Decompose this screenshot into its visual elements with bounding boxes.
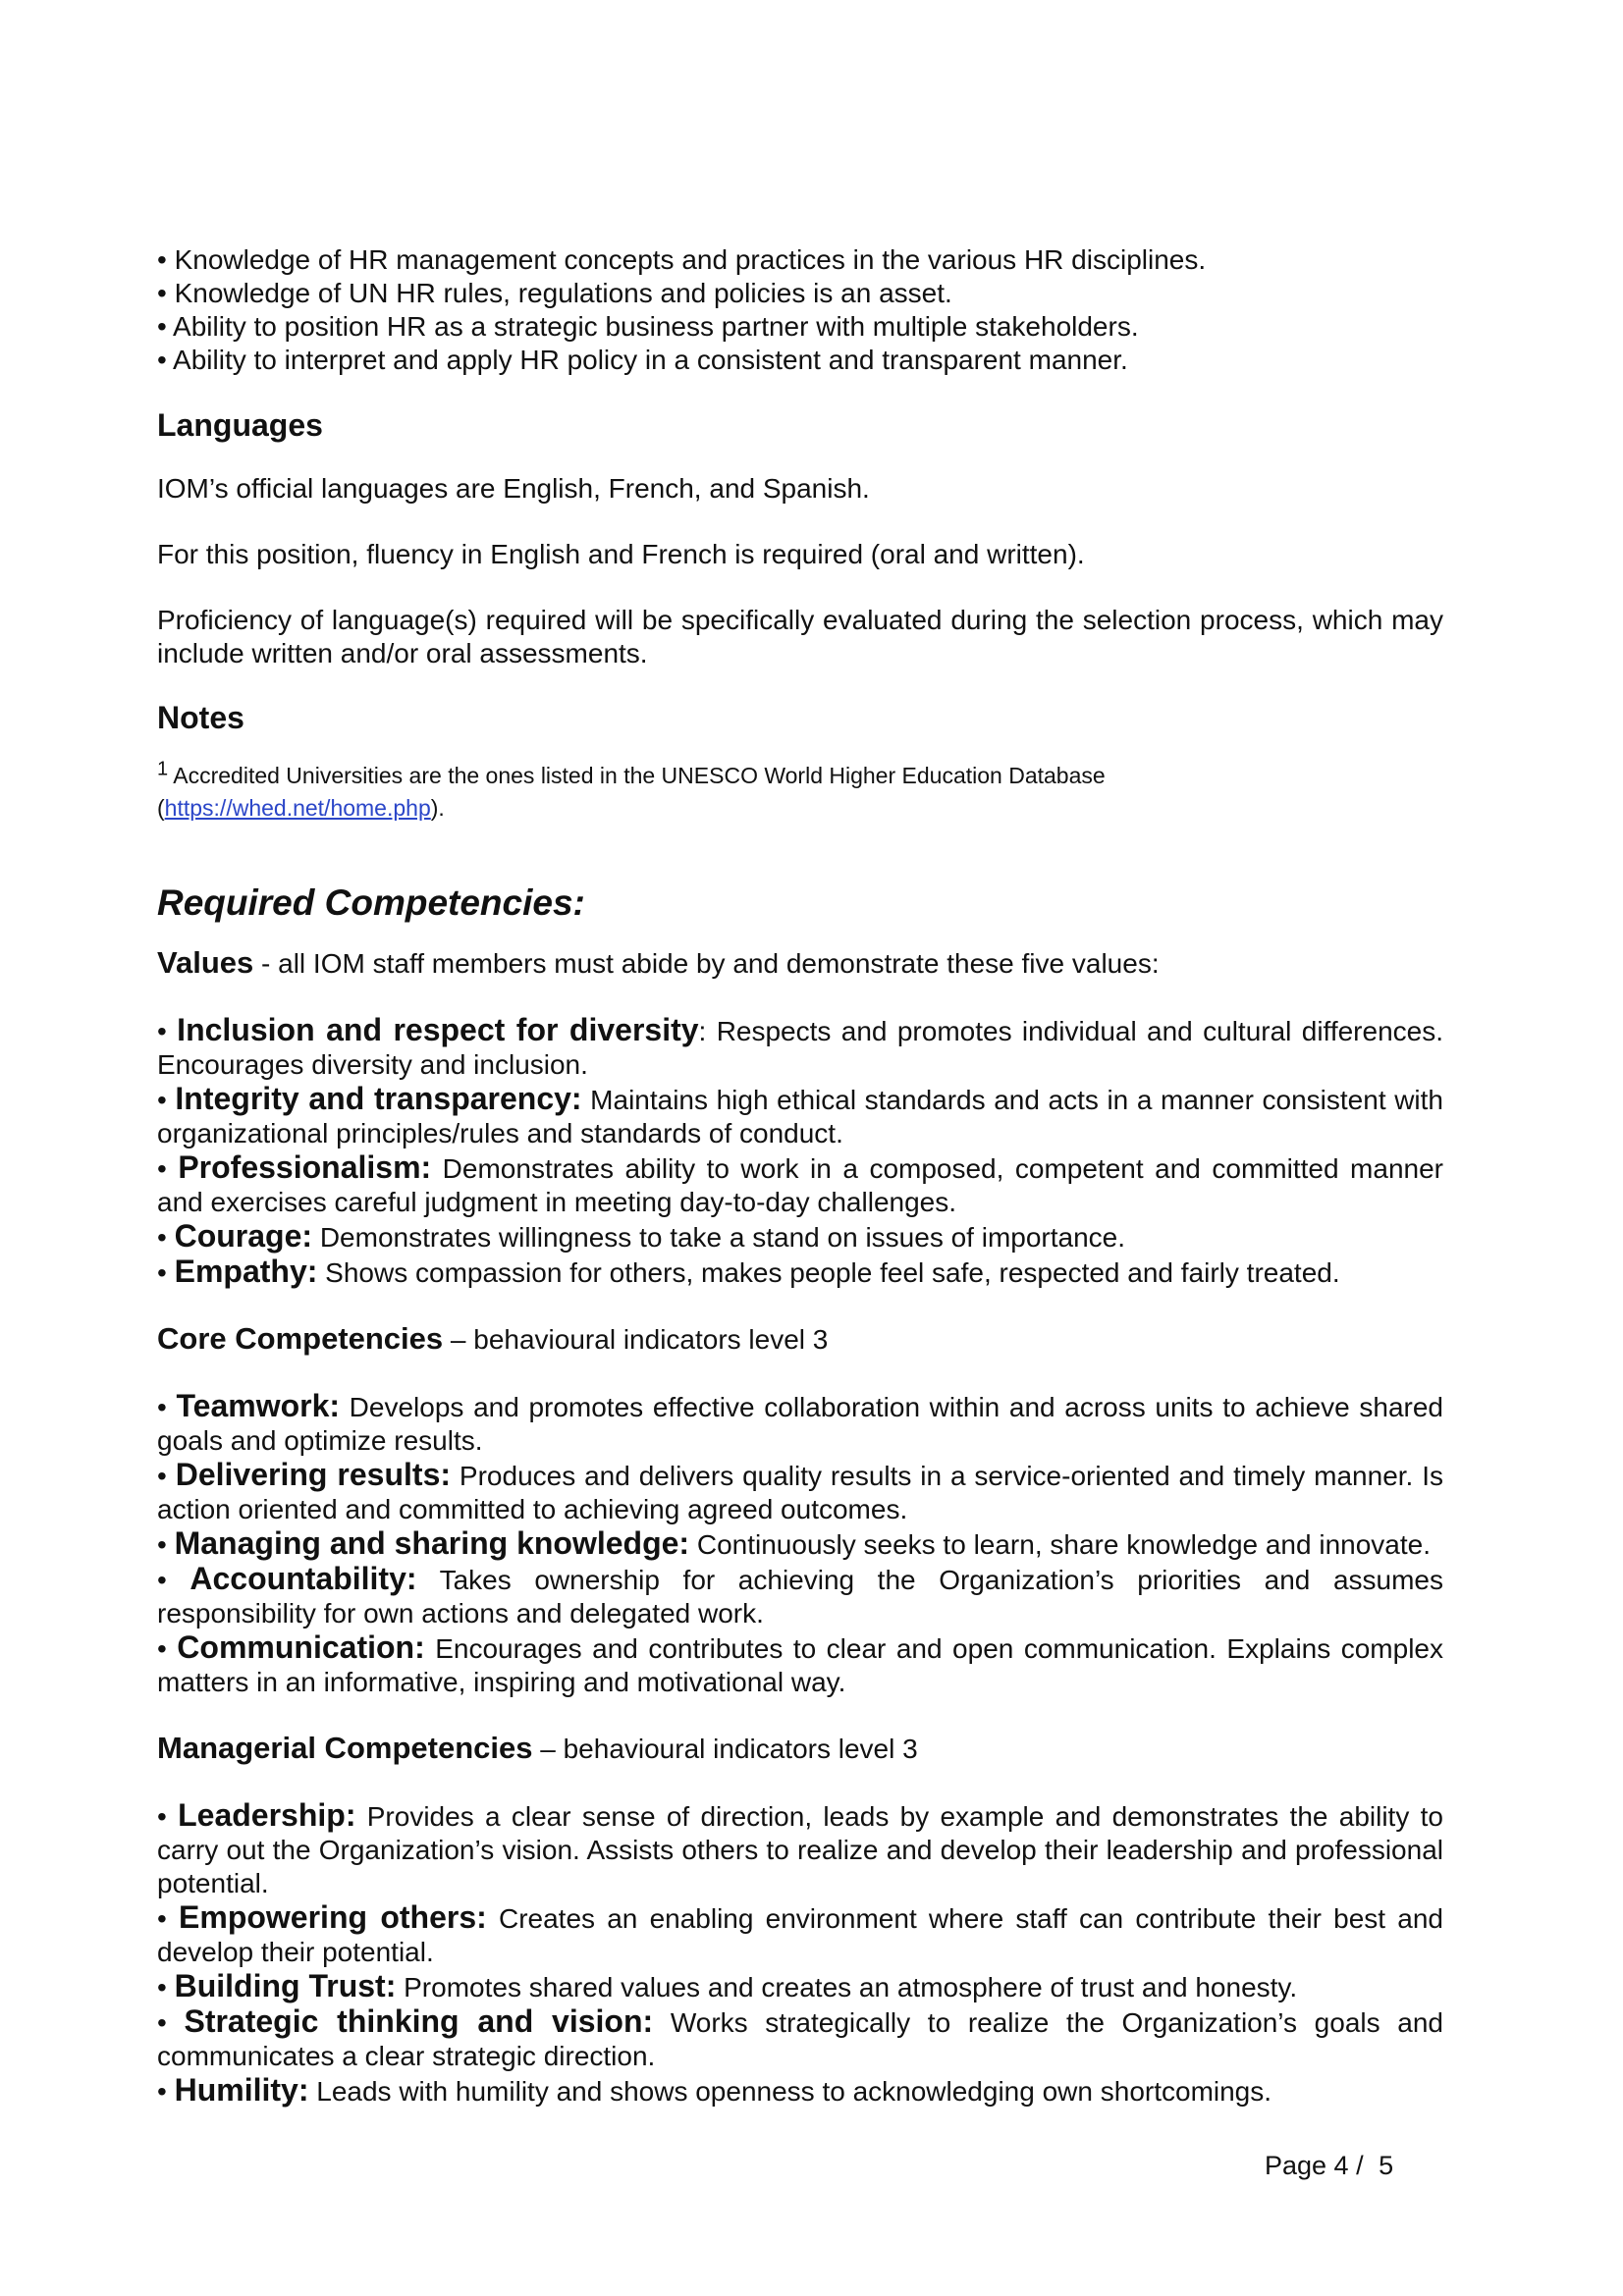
list-item: • Building Trust: Promotes shared values and creates an atmosphere of trust and honesty. bbox=[157, 1968, 1298, 2003]
core-list bbox=[157, 1389, 1443, 1699]
managerial-section-header bbox=[157, 1732, 1443, 1766]
value-description: Demonstrates ability to work in a composed, competent and committed manner and exercises careful judgment in meeting day-to-day challenges. bbox=[157, 1153, 1443, 1217]
managerial-term: Empowering others: bbox=[179, 1899, 487, 1935]
core-subtitle: – behavioural indicators level 3 bbox=[443, 1324, 829, 1355]
open-paren: ( bbox=[157, 795, 165, 821]
footnote-marker: 1 bbox=[157, 758, 169, 780]
footnote-text: Accredited Universities are the ones listed in the UNESCO World Higher Education Database bbox=[173, 763, 1106, 788]
list-item: • Accountability: Takes ownership for achieving the Organization’s priorities and assumes responsibility for own actions and delegated work. bbox=[157, 1561, 1443, 1629]
value-description: Shows compassion for others, makes people feel safe, respected and fairly treated. bbox=[317, 1257, 1340, 1288]
values-title: Values bbox=[157, 945, 254, 980]
list-item: • Inclusion and respect for diversity: Respects and promotes individual and cultural differences. Encourages diversity and inclusion. bbox=[157, 1012, 1443, 1080]
managerial-description: Works strategically to realize the Organization’s goals and communicates a clear strategic direction. bbox=[157, 2007, 1443, 2071]
managerial-term: Strategic thinking and vision: bbox=[184, 2003, 654, 2039]
managerial-description: Provides a clear sense of direction, leads by example and demonstrates the ability to carry out the Organization’s vision. Assists others to realize and develop their leadership and professional potential. bbox=[157, 1801, 1443, 1898]
list-item: • Delivering results: Produces and delivers quality results in a service-oriented and timely manner. Is action oriented and committed to achieving agreed outcomes. bbox=[157, 1457, 1443, 1524]
list-item: • Communication: Encourages and contributes to clear and open communication. Explains complex matters in an informative, inspiring and motivational way. bbox=[157, 1629, 1443, 1697]
languages-fluency-text: For this position, fluency in English and French is required (oral and written). bbox=[157, 539, 1085, 569]
managerial-description: Creates an enabling environment where staff can contribute their best and develop their potential. bbox=[157, 1903, 1443, 1967]
list-item: • Teamwork: Develops and promotes effective collaboration within and across units to achieve shared goals and optimize results. bbox=[157, 1388, 1443, 1456]
page-separator: / bbox=[1356, 2151, 1364, 2180]
core-term: Teamwork: bbox=[176, 1388, 341, 1423]
list-item: • Integrity and transparency: Maintains high ethical standards and acts in a manner consistent with organizational principles/rules and standards of conduct. bbox=[157, 1081, 1443, 1148]
value-description: Demonstrates willingness to take a stand on issues of importance. bbox=[312, 1222, 1126, 1253]
list-item: • Managing and sharing knowledge: Continuously seeks to learn, share knowledge and innovate. bbox=[157, 1525, 1431, 1561]
value-separator: : bbox=[698, 1016, 707, 1046]
managerial-list bbox=[157, 1798, 1443, 2109]
values-list bbox=[157, 1013, 1443, 1290]
close-paren: ). bbox=[430, 795, 445, 821]
core-term: Delivering results: bbox=[175, 1457, 452, 1492]
core-section-header bbox=[157, 1322, 1443, 1357]
footnote bbox=[157, 760, 1443, 792]
list-item: • Leadership: Provides a clear sense of direction, leads by example and demonstrates the ability to carry out the Organization’s vision. Assists others to realize and develop their leadership and professional potential. bbox=[157, 1797, 1443, 1898]
core-term: Managing and sharing knowledge: bbox=[174, 1525, 690, 1561]
notes-heading: Notes bbox=[157, 700, 244, 735]
whed-link[interactable]: https://whed.net/home.php bbox=[164, 795, 431, 821]
core-description: Encourages and contributes to clear and open communication. Explains complex matters in an informative, inspiring and motivational way. bbox=[157, 1633, 1443, 1697]
core-term: Accountability: bbox=[189, 1561, 417, 1596]
footnote-link-line bbox=[157, 792, 1443, 825]
managerial-term: Building Trust: bbox=[174, 1968, 397, 2003]
list-item: • Ability to interpret and apply HR policy in a consistent and transparent manner. bbox=[157, 345, 1128, 375]
languages-official-text: IOM’s official languages are English, French, and Spanish. bbox=[157, 473, 870, 504]
list-item: • Courage: Demonstrates willingness to take a stand on issues of importance. bbox=[157, 1218, 1126, 1254]
core-description: Takes ownership for achieving the Organization’s priorities and assumes responsibility for own actions and delegated work. bbox=[157, 1565, 1443, 1629]
required-competencies-title: Required Competencies: bbox=[157, 882, 585, 923]
list-item: • Empowering others: Creates an enabling environment where staff can contribute their best and develop their potential. bbox=[157, 1899, 1443, 1967]
core-description: Develops and promotes effective collaboration within and across units to achieve shared goals and optimize results. bbox=[157, 1392, 1443, 1456]
value-term: Courage: bbox=[174, 1218, 313, 1254]
value-description: Maintains high ethical standards and acts in a manner consistent with organizational principles/rules and standards of conduct. bbox=[157, 1085, 1443, 1148]
values-subtitle: - all IOM staff members must abide by and demonstrate these five values: bbox=[253, 948, 1160, 979]
core-description: Continuously seeks to learn, share knowledge and innovate. bbox=[689, 1529, 1431, 1560]
document-content bbox=[157, 243, 1443, 2109]
managerial-title: Managerial Competencies bbox=[157, 1731, 533, 1765]
list-item: • Strategic thinking and vision: Works strategically to realize the Organization’s goals and communicates a clear strategic direction. bbox=[157, 2003, 1443, 2071]
hr-knowledge-list bbox=[157, 243, 1443, 377]
managerial-description: Promotes shared values and creates an atmosphere of trust and honesty. bbox=[396, 1972, 1298, 2002]
core-title: Core Competencies bbox=[157, 1321, 444, 1356]
list-item: • Knowledge of UN HR rules, regulations and policies is an asset. bbox=[157, 278, 952, 308]
languages-heading: Languages bbox=[157, 407, 323, 443]
value-term: Empathy: bbox=[174, 1254, 318, 1289]
managerial-description: Leads with humility and shows openness to acknowledging own shortcomings. bbox=[308, 2076, 1272, 2107]
languages-proficiency-text: Proficiency of language(s) required will be specifically evaluated during the selection process, which may include written and/or oral assessments. bbox=[157, 605, 1443, 668]
page-label: Page 4 bbox=[1265, 2151, 1349, 2180]
value-term: Integrity and transparency: bbox=[175, 1081, 582, 1116]
managerial-subtitle: – behavioural indicators level 3 bbox=[532, 1734, 918, 1764]
value-term: Professionalism: bbox=[178, 1149, 432, 1185]
list-item: • Ability to position HR as a strategic business partner with multiple stakeholders. bbox=[157, 311, 1139, 342]
page-number bbox=[1265, 2150, 1393, 2181]
list-item: • Humility: Leads with humility and shows openness to acknowledging own shortcomings. bbox=[157, 2072, 1272, 2108]
list-item: • Knowledge of HR management concepts and practices in the various HR disciplines. bbox=[157, 244, 1207, 275]
managerial-term: Leadership: bbox=[178, 1797, 356, 1833]
list-item: • Professionalism: Demonstrates ability to work in a composed, competent and committed manner and exercises careful judgment in meeting day-to-day challenges. bbox=[157, 1149, 1443, 1217]
values-section-header bbox=[157, 946, 1443, 981]
list-item: • Empathy: Shows compassion for others, makes people feel safe, respected and fairly treated. bbox=[157, 1254, 1340, 1289]
value-description: Respects and promotes individual and cultural differences. Encourages diversity and inclusion. bbox=[157, 1016, 1443, 1080]
core-term: Communication: bbox=[177, 1629, 425, 1665]
core-description: Produces and delivers quality results in a service-oriented and timely manner. Is action oriented and committed to achieving agreed outcomes. bbox=[157, 1461, 1443, 1524]
page-total: 5 bbox=[1379, 2151, 1394, 2180]
value-term: Inclusion and respect for diversity bbox=[177, 1012, 699, 1047]
managerial-term: Humility: bbox=[174, 2072, 309, 2108]
